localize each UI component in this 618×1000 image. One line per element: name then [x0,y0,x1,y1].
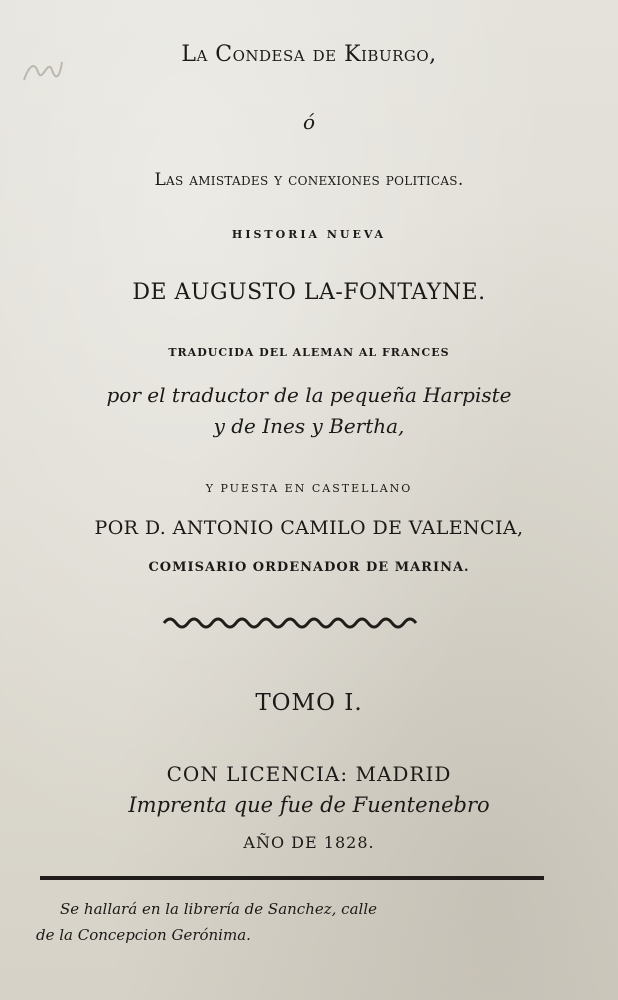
translation-note: TRADUCIDA DEL ALEMAN AL FRANCES [168,346,450,359]
author-line: DE AUGUSTO LA-FONTAYNE. [132,280,486,305]
printer-line: Imprenta que fue de Fuentenebro [128,793,490,817]
spanish-translator: POR D. ANTONIO CAMILO DE VALENCIA, [94,517,524,539]
bookseller-line2: de la Concepcion Gerónima. [36,926,251,944]
license-line: CON LICENCIA: MADRID [166,762,452,786]
wavy-ornament-divider [162,613,420,631]
book-title: La Condesa de Kiburgo, [181,42,437,67]
translator-role: COMISARIO ORDENADOR DE MARINA. [148,560,470,575]
book-subtitle: Las amistades y conexiones politicas. [154,170,464,190]
volume-label: TOMO I. [255,690,363,716]
title-conjunction: ó [302,110,316,134]
horizontal-rule [40,876,544,880]
castellano-note: Y PUESTA EN CASTELLANO [205,482,413,495]
genre-label: HISTORIA NUEVA [231,228,387,241]
french-translator-line1: por el traductor de la pequeña Harpiste [106,383,512,407]
publication-year: AÑO DE 1828. [243,833,375,852]
french-translator-line2: y de Ines y Bertha, [213,414,405,438]
bookseller-line1: Se hallará en la librería de Sanchez, calle [60,900,377,918]
